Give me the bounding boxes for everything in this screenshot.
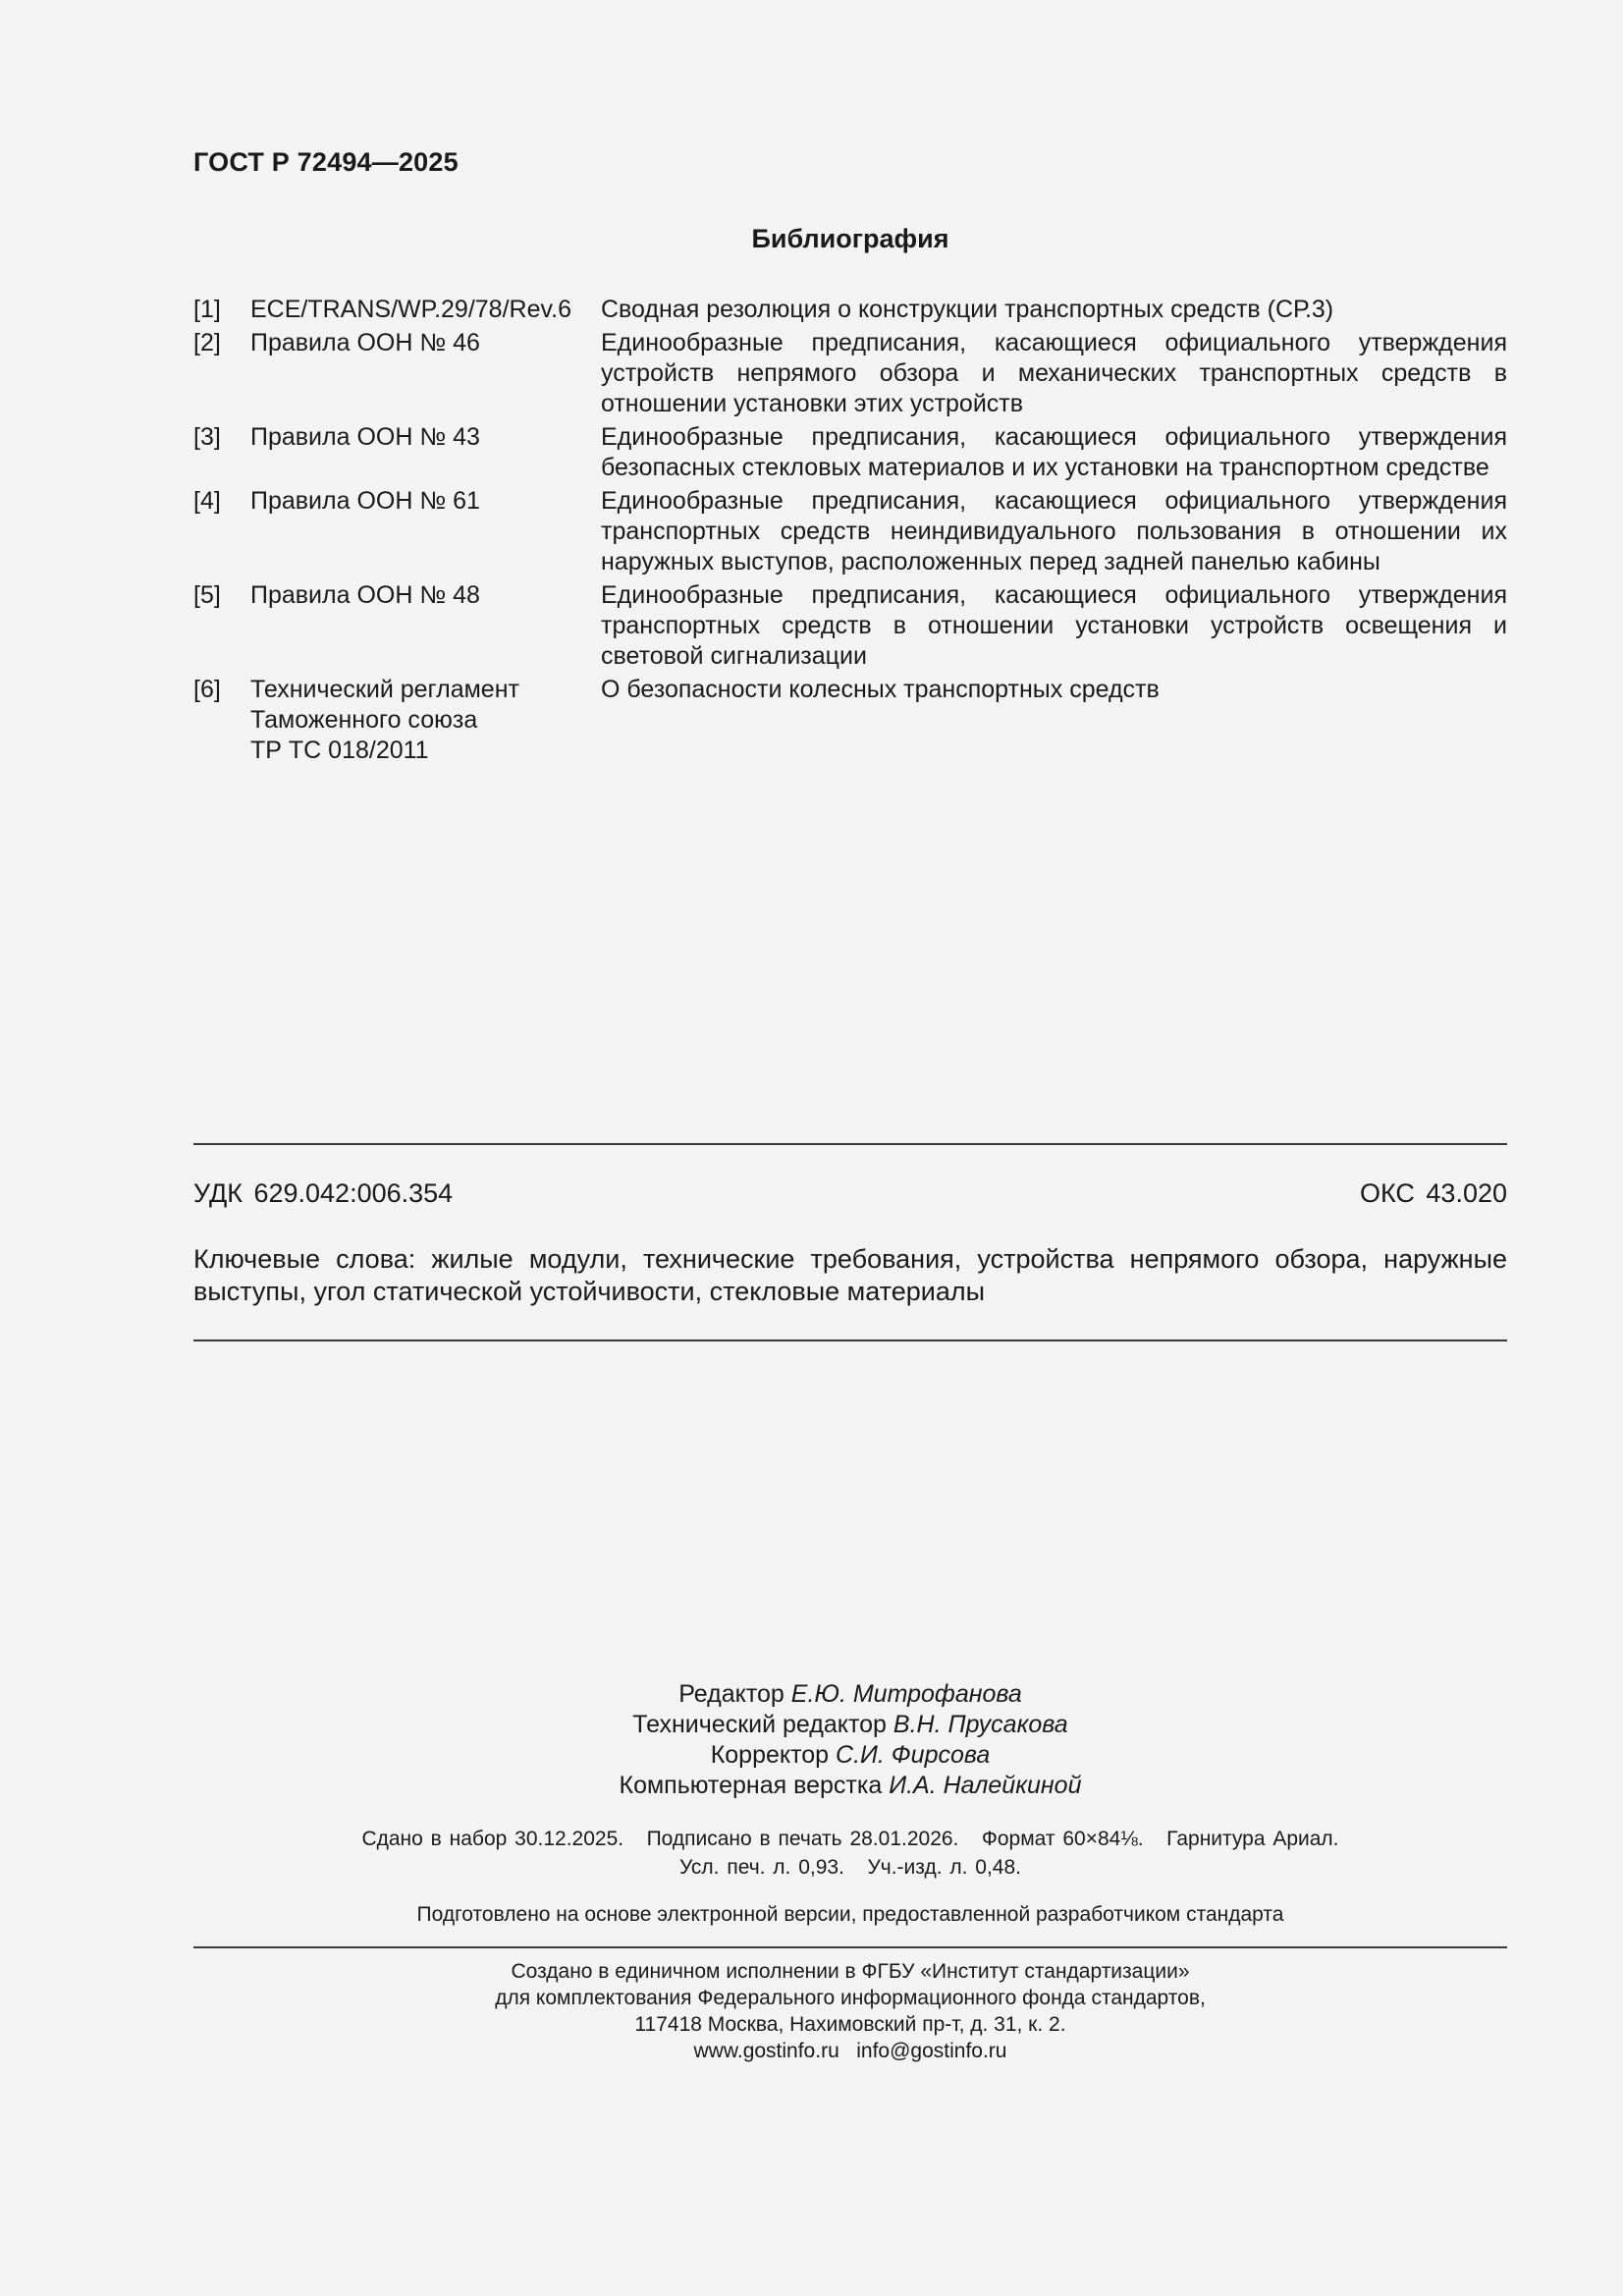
bibliography-description: Единообразные предписания, касающиеся официального утверждения безопасных стекловых материалов и их установки на транспортном средстве [601, 423, 1507, 481]
bibliography-reference: Правила ООН № 48 [250, 581, 480, 609]
print-info-line: Усл. печ. л. 0,93. Уч.-изд. л. 0,48. [678, 1856, 1021, 1879]
divider [193, 1946, 1507, 1948]
bibliography-reference: ECE/TRANS/WP.29/78/Rev.6 [250, 296, 571, 323]
bibliography-number: [1] [193, 296, 221, 323]
footer-line: для комплектования Федерального информационного фонда стандартов, [495, 1987, 1206, 2009]
bibliography-number: [5] [193, 581, 221, 609]
footer-line: Создано в единичном исполнении в ФГБУ «Институт стандартизации» [511, 1960, 1190, 1983]
editor-name: Е.Ю. Митрофанова [790, 1680, 1022, 1708]
bibliography-item [193, 295, 1507, 325]
tech-editor-line [193, 1710, 1507, 1740]
print-info [193, 1825, 1507, 1882]
layout-line [193, 1771, 1507, 1801]
layout-name: И.А. Налейкиной [889, 1772, 1082, 1799]
udk-value: 629.042:006.354 [253, 1178, 454, 1208]
bibliography-reference [250, 675, 601, 766]
bibliography-item [193, 675, 1507, 766]
document-id: ГОСТ Р 72494—2025 [193, 147, 459, 177]
bibliography-reference-line: Таможенного союза [250, 706, 478, 734]
bibliography-description: Единообразные предписания, касающиеся официального утверждения транспортных средств в отношении установки устройств освещения и световой сигнализации [601, 581, 1507, 670]
tech-editor-label: Технический редактор [632, 1711, 887, 1738]
divider [193, 1339, 1507, 1341]
corrector-name: С.И. Фирсова [836, 1741, 991, 1769]
corrector-label: Корректор [710, 1741, 830, 1769]
bibliography-reference-line: ТР ТС 018/2011 [250, 737, 429, 764]
bibliography-number: [2] [193, 329, 221, 356]
footer-contacts: www.gostinfo.ru info@gostinfo.ru [693, 2040, 1007, 2062]
layout-label: Компьютерная верстка [619, 1772, 883, 1799]
oks-value: 43.020 [1426, 1178, 1507, 1208]
bibliography-item [193, 580, 1507, 672]
bibliography-number: [6] [193, 676, 221, 703]
bibliography-item [193, 422, 1507, 483]
bibliography-number: [3] [193, 423, 221, 451]
bibliography-number: [4] [193, 487, 221, 515]
bibliography-reference: Правила ООН № 46 [250, 329, 480, 356]
print-info-line: Сдано в набор 30.12.2025. Подписано в печать 28.01.2026. Формат 60×84⅛. Гарнитура Ариал. [361, 1828, 1339, 1850]
oks-code [1360, 1178, 1507, 1209]
bibliography-description: Единообразные предписания, касающиеся официального утверждения устройств непрямого обзора и механических транспортных средств в отношении установки этих устройств [601, 329, 1507, 417]
corrector-line [193, 1740, 1507, 1771]
bibliography-reference-line: Технический регламент [250, 676, 519, 703]
publisher-footer [193, 1958, 1507, 2064]
credits-block [193, 1679, 1507, 1801]
bibliography-list [193, 295, 1507, 769]
bibliography-title: Библиография [751, 224, 949, 253]
bibliography-reference: Правила ООН № 61 [250, 487, 480, 515]
editor-line [193, 1679, 1507, 1710]
document-page [193, 0, 1507, 2296]
bibliography-item [193, 486, 1507, 577]
bibliography-description: О безопасности колесных транспортных средств [601, 676, 1160, 703]
bibliography-reference: Правила ООН № 43 [250, 423, 480, 451]
tech-editor-name: В.Н. Прусакова [893, 1711, 1068, 1738]
prepared-note: Подготовлено на основе электронной версии, предоставленной разработчиком стандарта [416, 1903, 1284, 1926]
keywords-text: Ключевые слова: жилые модули, технические требования, устройства непрямого обзора, наружные выступы, угол статической устойчивости, стекловые материалы [193, 1244, 1507, 1306]
udk-code [193, 1178, 453, 1209]
udk-label: УДК [193, 1178, 243, 1208]
bibliography-description: Единообразные предписания, касающиеся официального утверждения транспортных средств неиндивидуального пользования в отношении их наружных выступов, расположенных перед задней панелью кабины [601, 487, 1507, 575]
oks-label: ОКС [1359, 1178, 1415, 1208]
divider [193, 1143, 1507, 1145]
footer-line: 117418 Москва, Нахимовский пр-т, д. 31, к. 2. [634, 2013, 1066, 2036]
bibliography-item [193, 328, 1507, 419]
bibliography-description: Сводная резолюция о конструкции транспортных средств (СР.3) [601, 296, 1334, 323]
editor-label: Редактор [678, 1680, 784, 1708]
